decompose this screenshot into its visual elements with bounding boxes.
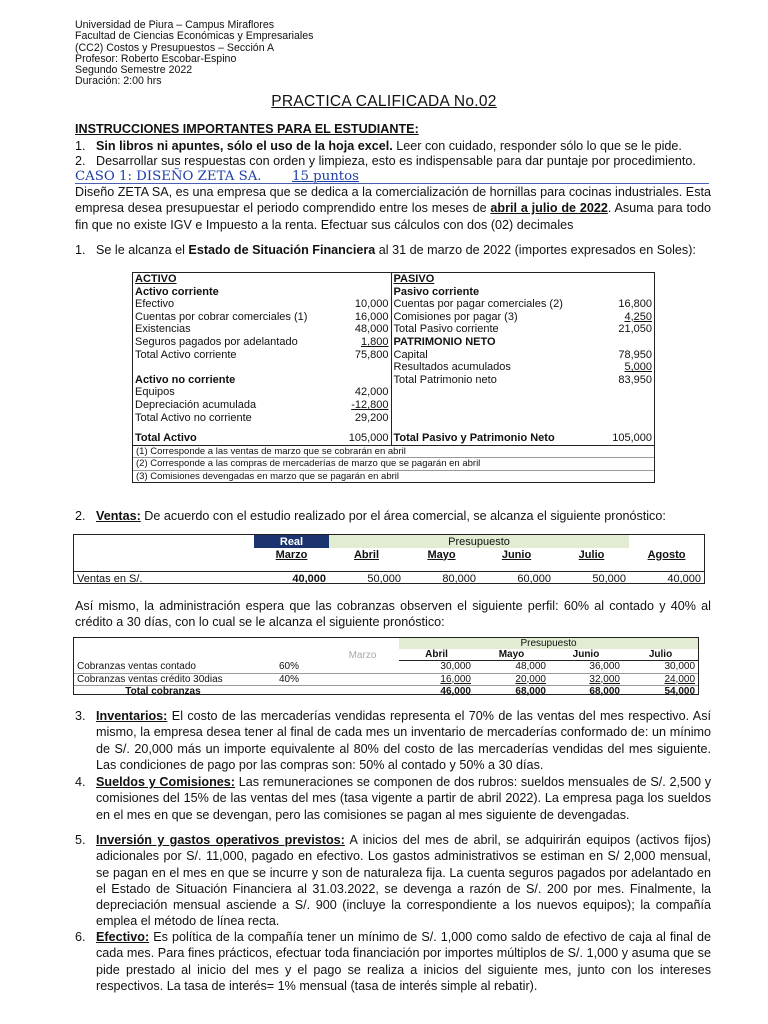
balance-value: 105,000 xyxy=(612,432,652,445)
balance-label xyxy=(133,361,317,374)
month-header: Marzo xyxy=(275,548,308,561)
collection-value: 60% xyxy=(252,661,326,673)
balance-label xyxy=(391,412,590,425)
case-points: 15 puntos xyxy=(291,169,359,184)
instruction-item-1-text: Leer con cuidado, responder sólo lo que se le pide. xyxy=(392,139,682,153)
balance-value: 10,000 xyxy=(317,298,391,311)
balance-label: Cuentas por pagar comerciales (2) xyxy=(391,298,590,311)
empty-cell xyxy=(179,572,254,586)
table-row xyxy=(74,673,698,685)
balance-value xyxy=(317,286,391,299)
table-row xyxy=(133,386,654,399)
item-2-bold: Ventas: xyxy=(96,509,141,523)
month-header: Julio xyxy=(623,649,698,661)
balance-value xyxy=(590,286,654,299)
balance-label: ACTIVO xyxy=(135,273,177,285)
course-header xyxy=(75,20,313,88)
month-header: Abril xyxy=(399,649,474,661)
intro-paragraph xyxy=(75,184,711,233)
balance-value: 21,050 xyxy=(618,323,652,336)
item-1-bold: Estado de Situación Financiera xyxy=(188,243,376,257)
instruction-item-2: Desarrollar sus respuestas con orden y limpieza, esto es indispensable para dar puntaje por procedimiento. xyxy=(96,154,696,168)
balance-sheet xyxy=(132,272,655,483)
balance-note: (3) Comisiones devengadas en marzo que se pagarán en abril xyxy=(136,470,399,482)
balance-value xyxy=(590,336,654,349)
intro-text-1: Diseño ZETA SA, es una empresa que se dedica a la comercialización de hornillas para cocinas industriales. Esta empresa desea presupuestar el periodo comprendido entre los meses de xyxy=(75,185,711,216)
balance-value: 5,000 xyxy=(624,361,652,374)
month-header: Mayo xyxy=(474,649,549,661)
item-number: 6. xyxy=(75,930,86,944)
header-line: Segundo Semestre 2022 xyxy=(75,64,193,77)
item-number: 4. xyxy=(75,775,86,789)
balance-label: Pasivo corriente xyxy=(391,286,590,299)
balance-value: 16,800 xyxy=(618,298,652,311)
balance-label: Cuentas por cobrar comerciales (1) xyxy=(135,310,308,323)
balance-label: Existencias xyxy=(135,323,191,336)
total-value: 54,000 xyxy=(664,685,696,697)
empty-cell xyxy=(252,649,326,661)
balance-value: 83,950 xyxy=(618,373,652,386)
item-2-body: De acuerdo con el estudio realizado por el área comercial, se alcanza el siguiente pronóstico: xyxy=(140,509,666,523)
collection-value: 30,000 xyxy=(399,661,474,673)
balance-table xyxy=(133,273,654,445)
item-bold: Inversión y gastos operativos previstos: xyxy=(96,833,345,847)
balance-value: 48,000 xyxy=(317,323,391,336)
balance-label: Total Activo no corriente xyxy=(135,411,252,424)
balance-label: Resultados acumulados xyxy=(391,361,590,374)
month-header: Mayo xyxy=(427,548,456,561)
instruction-item-1-bold: Sin libros ni apuntes, sólo el uso de la hoja excel. xyxy=(96,139,393,153)
table-row xyxy=(74,661,698,673)
instruction-item-1 xyxy=(96,139,682,154)
page-title: PRACTICA CALIFICADA No.02 xyxy=(271,93,497,110)
item-text: A inicios del mes de abril, se adquirirán equipos (activos fijos) adicionales por S/. 11,000, pagado en efectivo. Los gastos administrativos se estiman en S/ 2,000 mensual, se pagan en el mes en que se incurre y son de naturaleza fija. La cuenta seguros pagados por adelantado en el Estado de Situación Financiera al 31.03.2022, se devenga a razón de S/. 200 por mes. Finalmente, la depreciación mensual asciende a S/. 900 (incluye la correspondiente a los nuevos equipos); la compañía emplea el método de línea recta. xyxy=(96,833,711,929)
collections-table xyxy=(73,637,699,695)
item-bold: Efectivo: xyxy=(96,930,150,944)
balance-label: Efectivo xyxy=(135,298,175,311)
table-row xyxy=(133,286,654,299)
balance-value xyxy=(590,273,654,286)
intro-text-2: . Asuma para todo fin que no existe IGV e Impuesto a la renta. Efectuar sus cálculos con dos (02) decimales xyxy=(75,201,711,232)
balance-label: Activo no corriente xyxy=(135,373,236,386)
total-label: Total cobranzas xyxy=(125,685,201,697)
balance-value: 42,000 xyxy=(317,386,391,399)
balance-label: Total Activo corriente xyxy=(135,348,237,361)
collection-value: 24,000 xyxy=(623,673,698,685)
case-heading xyxy=(75,167,709,184)
item-2-text xyxy=(96,508,716,524)
item-paragraph xyxy=(96,774,711,823)
item-1-number: 1. xyxy=(75,243,86,257)
table-row xyxy=(133,399,654,412)
instructions-heading: INSTRUCCIONES IMPORTANTES PARA EL ESTUDIANTE: xyxy=(75,122,419,136)
balance-value xyxy=(317,374,391,387)
table-row xyxy=(133,298,654,311)
collection-value: 20,000 xyxy=(474,673,549,685)
balance-label xyxy=(391,386,590,399)
item-text: El costo de las mercaderías vendidas representa el 70% de las ventas del mes respectivo. Así mismo, la empresa desea tener al final de cada mes un inventario de mercaderías conformado de: un mínimo de S/. 20,000 más un importe equivalente al 80% del costo de las mercaderías vendidas del mes siguiente. Las condiciones de pago por las compras son: 50% al contado y 50% a 30 días. xyxy=(96,709,711,772)
empty-cell xyxy=(74,548,179,561)
balance-label xyxy=(391,424,590,432)
table-row xyxy=(133,323,654,336)
list-number: 2. xyxy=(75,154,86,168)
real-header: Real xyxy=(254,535,329,548)
balance-value xyxy=(590,386,654,399)
table-row xyxy=(133,412,654,425)
balance-label: Comisiones por pagar (3) xyxy=(391,311,590,324)
collection-value: 48,000 xyxy=(474,661,549,673)
balance-value: 78,950 xyxy=(618,348,652,361)
empty-cell xyxy=(326,685,399,697)
table-row xyxy=(133,349,654,362)
item-text: Es política de la compañía tener un mínimo de S/. 1,000 como saldo de efectivo de caja al final de cada mes. Para fines prácticos, efectuar toda financiación por importes múltiplos de S/. 1,000 y asuma que se pide prestado al inicio del mes y el pago se realiza a inicios del siguiente mes, junto con los intereses respectivos. La tasa de interés= 1% mensual (tasa de interés simple al rebatir). xyxy=(96,930,711,993)
balance-value: 105,000 xyxy=(317,432,391,445)
header-line: Profesor: Roberto Escobar-Espino xyxy=(75,52,237,65)
balance-label: Total Activo xyxy=(135,432,197,445)
header-line: Universidad de Piura – Campus Miraflores xyxy=(75,19,275,31)
month-header: Junio xyxy=(501,548,532,561)
balance-value: 1,800 xyxy=(317,336,391,349)
balance-notes xyxy=(133,445,654,482)
balance-label: Seguros pagados por adelantado xyxy=(135,335,298,348)
empty-cell xyxy=(252,685,326,697)
header-line: Facultad de Ciencias Económicas y Empresariales xyxy=(75,30,314,43)
collection-value: 40% xyxy=(252,673,326,685)
collection-value: 30,000 xyxy=(623,661,698,673)
balance-label: Depreciación acumulada xyxy=(135,398,257,411)
item-1-post: al 31 de marzo de 2022 (importes expresados en Soles): xyxy=(375,243,696,257)
balance-label: PATRIMONIO NETO xyxy=(391,336,590,349)
table-row xyxy=(133,273,654,286)
table-row xyxy=(133,424,654,432)
balance-label: Capital xyxy=(391,349,590,362)
item-paragraph xyxy=(96,929,711,994)
item-text: Las remuneraciones se componen de dos rubros: sueldos mensuales de S/. 2,500 y comisiones del 15% de las ventas del mes (tasa vigente a partir de abril 2022). La empresa paga los sueldos en el mes en que se devengan, pero las comisiones se pagan al mes siguiente de devengadas. xyxy=(96,775,712,822)
table-row xyxy=(133,374,654,387)
list-number: 1. xyxy=(75,139,86,153)
sales-row-label: Ventas en S/. xyxy=(74,572,179,586)
sales-value: 40,000 xyxy=(254,572,329,586)
balance-value: 4,250 xyxy=(624,310,652,323)
month-header: Marzo xyxy=(348,649,377,661)
balance-label: Total Pasivo y Patrimonio Neto xyxy=(391,432,590,445)
balance-value: 29,200 xyxy=(317,412,391,425)
balance-value: 16,000 xyxy=(317,311,391,324)
header-line: Duración: 2:00 hrs xyxy=(75,75,162,88)
sales-value: 50,000 xyxy=(329,572,404,586)
empty-cell xyxy=(179,548,254,561)
table-row xyxy=(133,336,654,349)
item-2-number: 2. xyxy=(75,509,86,523)
header-line: (CC2) Costos y Presupuestos – Sección A xyxy=(75,41,275,54)
balance-value: -12,800 xyxy=(317,399,391,412)
item-paragraph xyxy=(96,832,711,930)
intro-period: abril a julio de 2022 xyxy=(490,201,608,216)
balance-label: PASIVO xyxy=(391,273,590,286)
item-number: 3. xyxy=(75,709,86,723)
total-value: 68,000 xyxy=(515,685,546,697)
collection-label: Cobranzas ventas contado xyxy=(74,661,252,673)
month-header: Julio xyxy=(578,548,605,561)
sales-value: 60,000 xyxy=(479,572,554,586)
table-row xyxy=(133,361,654,374)
total-value: 46,000 xyxy=(440,685,471,697)
balance-label: Activo corriente xyxy=(135,285,219,298)
balance-value xyxy=(317,273,391,286)
balance-value xyxy=(590,399,654,412)
collection-value: 16,000 xyxy=(399,673,474,685)
item-number: 5. xyxy=(75,833,86,847)
collection-value xyxy=(326,673,399,685)
item-bold: Inventarios: xyxy=(96,709,168,723)
balance-label xyxy=(391,399,590,412)
balance-value xyxy=(590,424,654,432)
balance-value xyxy=(317,361,391,374)
sales-value: 80,000 xyxy=(404,572,479,586)
total-value: 68,000 xyxy=(589,685,620,697)
empty-cell xyxy=(74,649,252,661)
balance-label: Total Pasivo corriente xyxy=(391,323,590,336)
balance-value xyxy=(317,424,391,432)
collections-paragraph: Así mismo, la administración espera que las cobranzas observen el siguiente perfil: 60% al contado y 40% al crédito a 30 días, con lo cual se le alcanza el siguiente pronóstico: xyxy=(75,599,711,630)
table-row xyxy=(133,432,654,445)
month-header: Junio xyxy=(549,649,623,661)
balance-value xyxy=(590,412,654,425)
sales-value: 40,000 xyxy=(629,572,704,586)
month-header: Abril xyxy=(353,548,380,561)
collection-label: Cobranzas ventas crédito 30dias xyxy=(74,673,252,685)
item-1-pre: Se le alcanza el xyxy=(96,243,189,257)
balance-label: Total Patrimonio neto xyxy=(391,374,590,387)
table-row xyxy=(133,311,654,324)
balance-note: (1) Corresponde a las ventas de marzo que se cobrarán en abril xyxy=(133,446,654,458)
sales-value: 50,000 xyxy=(554,572,629,586)
collection-value xyxy=(326,661,399,673)
item-bold: Sueldos y Comisiones: xyxy=(96,775,235,789)
budget-header: Presupuesto xyxy=(329,535,629,548)
balance-label: Equipos xyxy=(135,386,175,399)
sales-forecast-table xyxy=(73,534,705,584)
item-1-text xyxy=(96,242,716,258)
item-paragraph xyxy=(96,708,711,773)
collection-value: 32,000 xyxy=(549,673,623,685)
balance-label xyxy=(133,424,317,432)
collection-value: 36,000 xyxy=(549,661,623,673)
balance-note: (2) Corresponde a las compras de mercaderías de marzo que se pagarán en abril xyxy=(133,458,654,470)
balance-value: 75,800 xyxy=(317,349,391,362)
case-label: CASO 1: DISEÑO ZETA SA. xyxy=(75,169,262,184)
month-header: Agosto xyxy=(647,548,686,561)
collections-budget-header: Presupuesto xyxy=(399,638,698,649)
